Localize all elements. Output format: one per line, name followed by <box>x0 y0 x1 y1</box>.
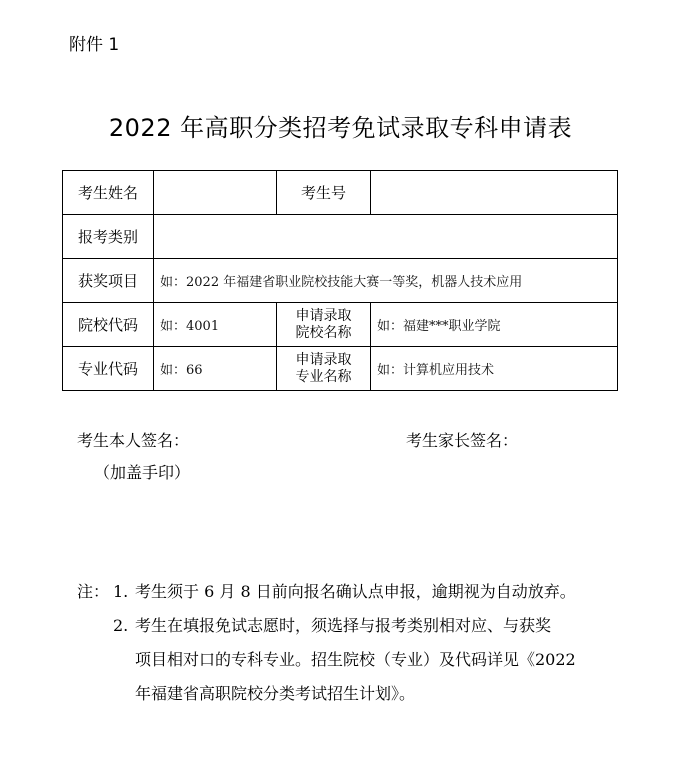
form-row-school <box>63 303 618 347</box>
school-name-field[interactable]: 如：福建***职业学院 <box>371 303 618 347</box>
exam-number-field[interactable] <box>371 171 618 215</box>
school-code-label: 院校代码 <box>63 303 154 347</box>
name-field[interactable] <box>154 171 277 215</box>
award-field[interactable]: 如：2022 年福建省职业院校技能大赛一等奖，机器人技术应用 <box>154 259 618 303</box>
parent-signature-label: 考生家长签名： <box>406 431 519 450</box>
note-2-line-3: 年福建省高职院校分类考试招生计划》。 <box>135 684 416 703</box>
award-label: 获奖项目 <box>63 259 154 303</box>
form-row-category <box>63 215 618 259</box>
application-form-table <box>62 170 618 391</box>
note-2-number: 2. <box>113 616 129 635</box>
attachment-label: 附件 1 <box>69 35 120 55</box>
form-row-major <box>63 347 618 391</box>
notes-prefix: 注： <box>77 582 110 601</box>
major-code-field[interactable]: 如：66 <box>154 347 277 391</box>
school-name-label-line1: 申请录取 <box>295 307 352 324</box>
major-code-label: 专业代码 <box>63 347 154 391</box>
student-signature-label: 考生本人签名： <box>77 431 190 450</box>
major-name-label-line1: 申请录取 <box>295 351 352 368</box>
form-row-award <box>63 259 618 303</box>
form-row-name <box>63 171 618 215</box>
note-2-line-2: 项目相对口的专科专业。招生院校（专业）及代码详见《2022 <box>135 650 576 669</box>
school-name-label <box>277 303 371 347</box>
name-label: 考生姓名 <box>63 171 154 215</box>
note-1-text: 考生须于 6 月 8 日前向报名确认点申报，逾期视为自动放弃。 <box>135 582 576 601</box>
category-label: 报考类别 <box>63 215 154 259</box>
school-code-field[interactable]: 如：4001 <box>154 303 277 347</box>
note-2-line-1: 考生在填报免试志愿时，须选择与报考类别相对应、与获奖 <box>135 616 552 635</box>
major-name-label-line2: 专业名称 <box>295 368 352 385</box>
exam-number-label: 考生号 <box>277 171 371 215</box>
note-1-number: 1. <box>113 582 129 601</box>
student-fingerprint-note: （加盖手印） <box>94 463 191 482</box>
document-title: 2022 年高职分类招考免试录取专科申请表 <box>108 114 573 142</box>
major-name-field[interactable]: 如：计算机应用技术 <box>371 347 618 391</box>
school-name-label-line2: 院校名称 <box>295 324 352 341</box>
major-name-label <box>277 347 371 391</box>
category-field[interactable] <box>154 215 618 259</box>
